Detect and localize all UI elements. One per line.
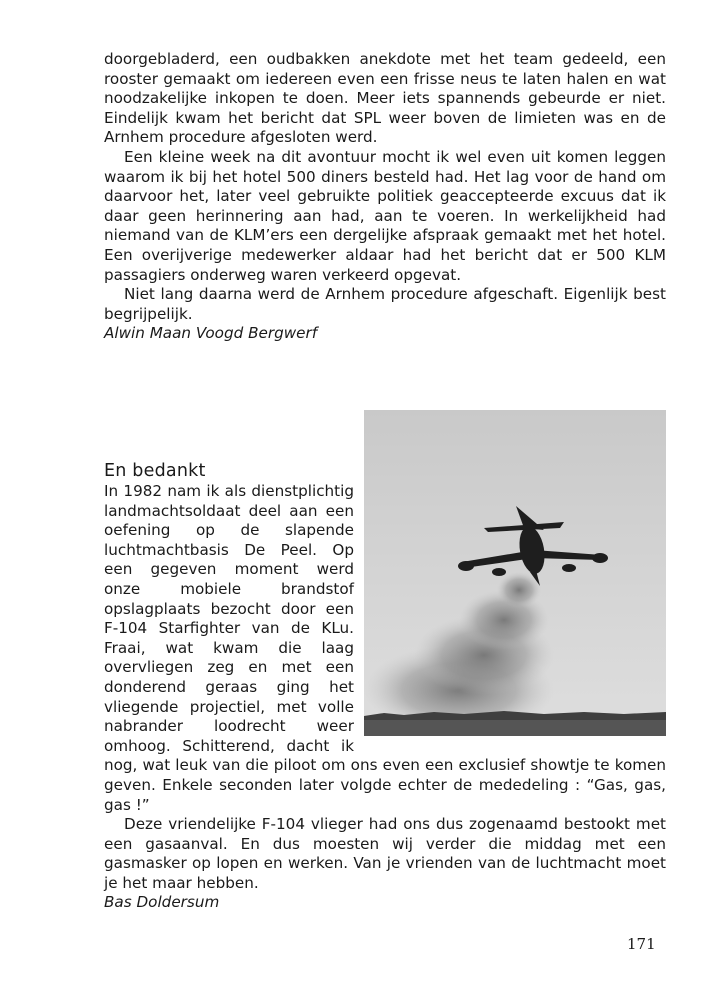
story-2-paragraph-2: Deze vriendelijke F-104 vlieger had ons dus zogenaamd bestookt met een gasaanval. En dus moesten wij verder die middag met een gasmasker op lopen en werken. Van je vrienden van de luchtmacht moet je het maar hebben. (104, 815, 666, 892)
starfighter-photo (364, 410, 666, 736)
story-2 (104, 460, 666, 913)
story-1-author: Alwin Maan Voogd Bergwerf (104, 324, 318, 343)
page-number: 171 (627, 935, 656, 953)
story-1-paragraph-1: doorgebladerd, een oudbakken anekdote met het team gedeeld, een rooster gemaakt om iedereen even een frisse neus te laten halen en wat noodzakelijke inkopen te doen. Meer iets spannends gebeurde er niet. Eindelijk kwam het bericht dat SPL weer boven de limieten was en de Arnhem procedure afgesloten werd. (104, 50, 666, 147)
story-2-heading: En bedankt (104, 461, 206, 481)
story-2-author: Bas Doldersum (104, 893, 220, 912)
story-2-paragraph-1: In 1982 nam ik als dienstplichtig landmachtsoldaat deel aan een oefening op de slapende luchtmachtbasis De Peel. Op een gegeven moment werd onze mobiele brandstof opslagplaats bezocht door een F-104 Starfighter van de KLu. Fraai, wat kwam die laag overvliegen zeg en met een donderend geraas ging het vliegende projectiel, met volle nabrander loodrecht weer omhoog. Schitterend, dacht ik nog, wat leuk van die piloot om ons even een exclusief showtje te komen geven. Enkele seconden later volgde echter de mededeling : “Gas, gas, gas !” (104, 482, 666, 814)
story-1 (104, 50, 666, 344)
story-1-paragraph-2: Een kleine week na dit avontuur mocht ik wel even uit komen leggen waarom ik bij het hotel 500 diners besteld had. Het lag voor de hand om daarvoor het, later veel gebruikte politiek geaccepteerde excuus dat ik daar geen herinnering aan had, aan te voeren. In werkelijkheid had niemand van de KLM’ers een dergelijke afspraak gemaakt met het hotel. Een overijverige medewerker aldaar had het bericht dat er 500 KLM passagiers onderweg waren verkeerd opgevat. (104, 147, 666, 284)
story-1-paragraph-3: Niet lang daarna werd de Arnhem procedure afgeschaft. Eigenlijk best begrijpelijk. (104, 285, 666, 323)
jet-photo-image (364, 410, 666, 736)
